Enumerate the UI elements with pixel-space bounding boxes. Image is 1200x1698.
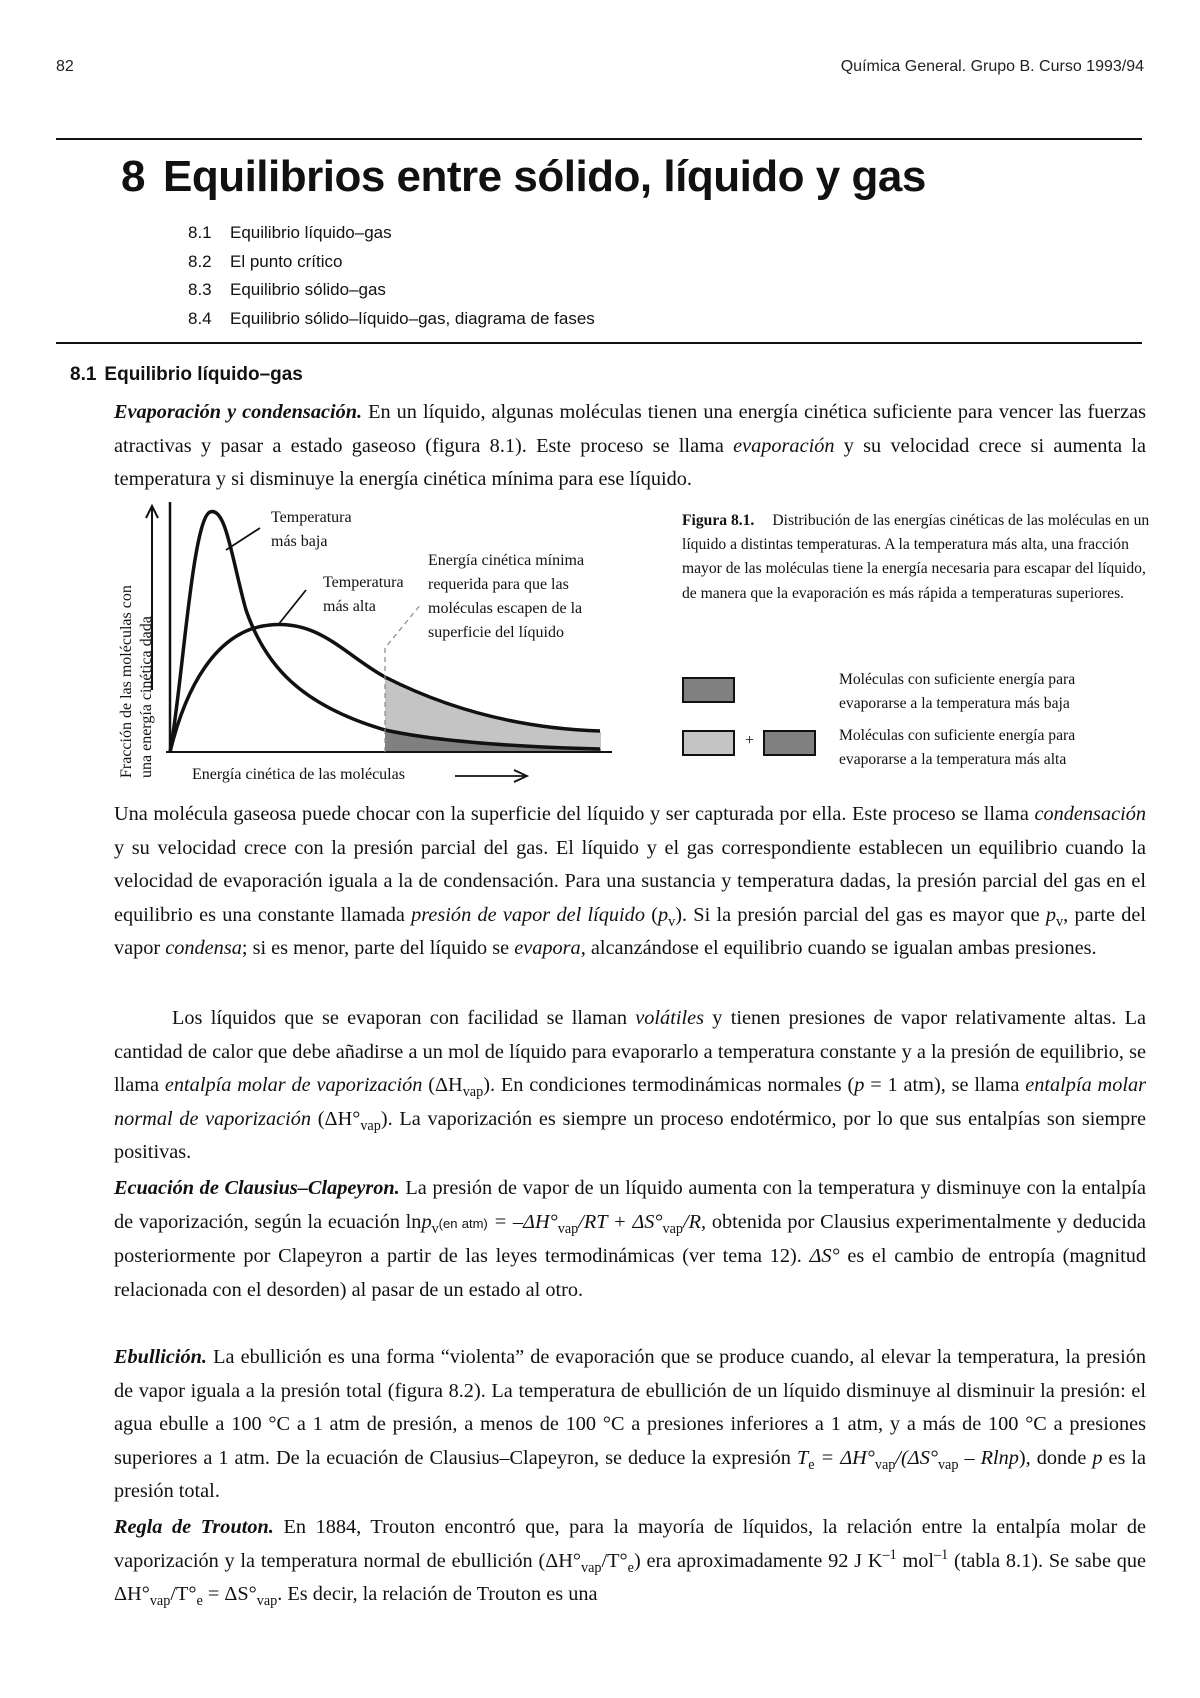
- text: y su velocidad crece con la presión parcial del gas. El líquido y el gas correspondiente establecen un equilibrio cuando la velocidad de evaporación iguala a la de condensación. Para una sustancia y temperatura dadas, la presión parcial del gas en el equilibrio es una constante llamada: [114, 836, 1146, 926]
- unit: (en atm): [438, 1215, 488, 1231]
- emphasis: evaporación: [733, 434, 835, 457]
- paragraph-trouton: [114, 1511, 1146, 1612]
- y-axis-label-line: una energía cinética dada: [138, 616, 155, 778]
- toc-item-number: 8.2: [188, 251, 212, 271]
- text: En 1884, Trouton encontró que, para la mayoría de líquidos, la relación entre la entalpía molar de vaporización y la temperatura normal de ebullición (ΔH°: [114, 1516, 1146, 1572]
- symbol: ΔS°: [809, 1245, 840, 1267]
- label-line: más baja: [271, 533, 328, 550]
- text: En un líquido, algunas moléculas tienen una energía cinética suficiente para vencer las fuerzas atractivas y pasar a estado gaseoso (figura 8.1). Este proceso se llama: [114, 401, 1146, 457]
- x-axis-label: Energía cinética de las moléculas: [192, 766, 405, 783]
- emphasis: condensa: [165, 937, 242, 959]
- toc-item: [188, 276, 595, 305]
- text: (ΔH: [422, 1074, 463, 1096]
- figure-caption: [682, 509, 1152, 606]
- caption-label: Figura 8.1.: [682, 512, 755, 529]
- paragraph-lead: Evaporación y condensación.: [114, 401, 363, 423]
- y-axis-label: [117, 585, 157, 778]
- symbol: p: [1008, 1446, 1019, 1469]
- text: /T°: [601, 1549, 628, 1572]
- subscript: v: [668, 913, 676, 930]
- equation: = ΔH°: [814, 1446, 875, 1469]
- paragraph-lead: Regla de Trouton.: [114, 1516, 274, 1538]
- figure-8-1: [110, 500, 670, 790]
- text: La ebullición es una forma “violenta” de evaporación que se produce cuando, al elevar la temperatura, la presión de vapor iguala a la presión total (figura 8.2). La temperatura de ebullición de un líquido disminuye al disminuir la presión: el agua ebulle a 100 °C a 1 atm de presión, a menos de 100 °C a presiones inferiores a 1 atm, y a más de 100 °C a presiones superiores a 1 atm. De la ecuación de Clausius–Clapeyron, se deduce la expresión: [114, 1346, 1146, 1469]
- paragraph-lead: Ebullición.: [114, 1346, 207, 1368]
- label-higher-temperature: [323, 571, 404, 619]
- text: y tienen presiones de vapor relativamente altas. La cantidad de calor que debe añadirse a un mol de líquido para evaporarlo a temperatura constante y a la presión de equilibrio, se llama: [114, 1007, 1146, 1096]
- label-line: requerida para que las: [428, 576, 569, 593]
- text: (tabla 8.1). Se sabe que ΔH°: [114, 1549, 1147, 1605]
- text: /T°: [170, 1583, 197, 1605]
- toc-item-label: Equilibrio sólido–líquido–gas, diagrama de fases: [230, 308, 595, 328]
- symbol: p: [1092, 1446, 1103, 1469]
- legend-line: Moléculas con suficiente energía para: [839, 727, 1076, 744]
- text: es la presión total.: [114, 1446, 1147, 1502]
- subscript: vap: [557, 1220, 579, 1237]
- subscript: vap: [256, 1593, 278, 1610]
- subscript: vap: [462, 1084, 484, 1101]
- text: y su velocidad crece si aumenta la temperatura y si disminuye la energía cinética mínima para ese líquido.: [114, 434, 1146, 490]
- symbol: p: [854, 1074, 865, 1096]
- section-heading: [70, 364, 303, 386]
- paragraph-volatility: [114, 1002, 1146, 1170]
- emphasis: entalpía molar normal de vaporización: [114, 1074, 1147, 1130]
- dark-swatch: [763, 730, 816, 756]
- symbol: p: [421, 1210, 432, 1233]
- y-axis-label-line: Fracción de las moléculas con: [118, 585, 135, 778]
- bottom-divider: [56, 342, 1142, 344]
- text: mol: [896, 1549, 934, 1572]
- text: es el cambio de entropía (magnitud relacionada con el desorden) al pasar de un estado al otro.: [114, 1245, 1146, 1301]
- legend-item-higher-temperature: [682, 724, 1152, 780]
- legend-text: [839, 668, 1075, 716]
- caption-text: Distribución de las energías cinéticas de las moléculas en un líquido a distintas temperaturas. A la temperatura más alta, una fracción mayor de las moléculas tiene la energía necesaria para escapar del líquido, de manera que la evaporación es más rápida a temperaturas superiores.: [682, 512, 1150, 602]
- subscript: vap: [662, 1220, 683, 1237]
- toc-item-label: Equilibrio sólido–gas: [230, 280, 386, 299]
- subscript: vap: [937, 1456, 959, 1473]
- text: alcanzándose el equilibrio cuando se igualan ambas presiones.: [585, 937, 1097, 959]
- toc-item-number: 8.1: [188, 223, 212, 242]
- equation: = –ΔH°: [487, 1210, 558, 1233]
- toc-item: [188, 219, 595, 248]
- text: (ΔH°: [311, 1107, 361, 1130]
- paragraph-condensation: [114, 798, 1146, 966]
- label-line: superficie del líquido: [428, 624, 564, 641]
- text: obtenida por Clausius experimentalmente y deducida posteriormente por Clapeyron a partir de las leyes termodinámicas (ver tema 12).: [114, 1210, 1147, 1267]
- section-title: Equilibrio líquido–gas: [104, 364, 303, 385]
- text: = ΔS°: [202, 1583, 257, 1605]
- subscript: v: [1056, 913, 1064, 930]
- symbol: p: [1045, 903, 1057, 926]
- label-line: Energía cinética mínima: [428, 552, 585, 569]
- equation: /(ΔS°: [895, 1446, 938, 1469]
- equation: /RT + ΔS°: [578, 1210, 663, 1233]
- chapter-title-text: Equilibrios entre sólido, líquido y gas: [162, 152, 926, 201]
- label-threshold-energy: [428, 549, 584, 645]
- emphasis: entalpía molar de vaporización: [164, 1074, 423, 1096]
- toc-item-label: Equilibrio líquido–gas: [230, 223, 392, 242]
- subscript: e: [196, 1593, 203, 1610]
- light-swatch: [682, 730, 735, 756]
- paragraph-lead: Ecuación de Clausius–Clapeyron.: [114, 1177, 400, 1199]
- paragraph-evaporation: [114, 396, 1146, 497]
- text: (: [644, 903, 658, 926]
- symbol: T: [796, 1446, 809, 1469]
- emphasis: evapora,: [514, 937, 586, 959]
- text: ), donde: [1018, 1446, 1093, 1469]
- emphasis: volátiles: [635, 1007, 704, 1029]
- emphasis: condensación: [1034, 803, 1146, 825]
- text: = 1 atm), se llama: [864, 1074, 1026, 1096]
- label-line: Temperatura: [323, 574, 404, 591]
- running-title: Química General. Grupo B. Curso 1993/94: [840, 58, 1144, 75]
- text: ). La vaporización es siempre un proceso endotérmico, por lo que sus entalpías son siempre positivas.: [114, 1107, 1147, 1163]
- section-number: 8.1: [70, 364, 97, 385]
- subscript: e: [808, 1456, 815, 1473]
- legend-item-lower-temperature: [682, 668, 1152, 724]
- page-number: 82: [56, 58, 74, 75]
- toc-item: [188, 305, 595, 334]
- subscript: vap: [581, 1559, 602, 1576]
- label-line: Temperatura: [271, 509, 352, 526]
- text: Los líquidos que se evaporan con facilidad se llaman: [172, 1007, 636, 1029]
- paragraph-clausius-clapeyron: [114, 1172, 1146, 1307]
- text: ; si es menor, parte del líquido se: [241, 937, 515, 959]
- text: . Es decir, la relación de Trouton es una: [277, 1583, 598, 1605]
- subscript: vap: [360, 1117, 381, 1134]
- emphasis: presión de vapor del líquido: [411, 903, 645, 926]
- energy-distribution-plot: [110, 500, 670, 790]
- text: ). Si la presión parcial del gas es mayor que: [675, 903, 1046, 926]
- toc-item-number: 8.4: [188, 308, 212, 328]
- paragraph-boiling: [114, 1341, 1146, 1509]
- text: ). En condiciones termodinámicas normales (: [483, 1074, 855, 1096]
- label-lower-temperature: [271, 506, 352, 554]
- superscript: –1: [934, 1546, 949, 1563]
- running-header: [56, 58, 1144, 80]
- legend-text: [839, 724, 1075, 772]
- text: La presión de vapor de un líquido aumenta con la temperatura y disminuye con la entalpía de vaporización, según la ecuación ln: [114, 1177, 1146, 1233]
- equation: /R,: [682, 1210, 707, 1233]
- chapter-number: 8: [121, 152, 145, 201]
- subscript: vap: [149, 1593, 171, 1610]
- plus-sign: +: [745, 732, 755, 749]
- symbol: p: [657, 903, 669, 926]
- subscript: vap: [874, 1456, 896, 1473]
- label-line: moléculas escapen de la: [428, 600, 583, 617]
- toc-item-label: El punto crítico: [230, 251, 343, 271]
- text: Una molécula gaseosa puede chocar con la superficie del líquido y ser capturada por ella. Este proceso se llama: [114, 803, 1035, 825]
- chapter-title: [121, 152, 926, 202]
- equation: – Rln: [958, 1446, 1009, 1469]
- chapter-toc: [188, 219, 595, 333]
- toc-item: [188, 248, 595, 277]
- legend-line: evaporarse a la temperatura más alta: [839, 751, 1067, 768]
- superscript: –1: [882, 1546, 897, 1563]
- dark-swatch: [682, 677, 735, 703]
- subscript: e: [627, 1559, 634, 1576]
- subscript: v: [431, 1220, 439, 1237]
- legend-line: Moléculas con suficiente energía para: [839, 671, 1076, 688]
- legend-line: evaporarse a la temperatura más baja: [839, 695, 1070, 712]
- label-line: más alta: [323, 598, 376, 615]
- text: , parte del vapor: [114, 903, 1147, 959]
- toc-item-number: 8.3: [188, 280, 212, 299]
- top-divider: [56, 138, 1142, 140]
- text: ) era aproximadamente 92 J K: [633, 1549, 883, 1572]
